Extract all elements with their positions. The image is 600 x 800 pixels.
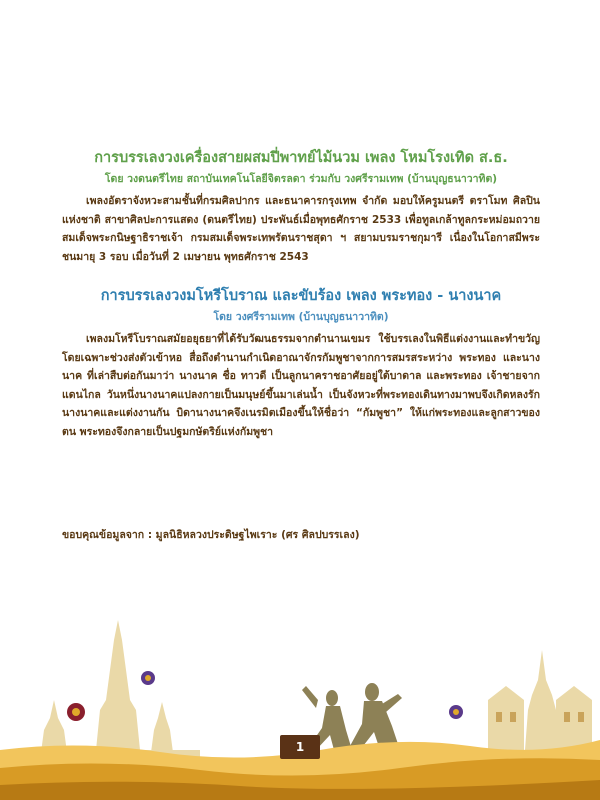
section-1: [62, 148, 540, 266]
section-2-body: เพลงมโหรีโบราณสมัยอยุธยาที่ได้รับวัฒนธรรมจากตำนานเขมร ใช้บรรเลงในพิธีแต่งงานและทำขวัญ โดยเฉพาะช่วงส่งตัวเข้าหอ สื่อถึงตำนานกำเนิดอาณาจักรกัมพูชาจากการสมรสระหว่าง พระทอง และนางนาค ที่เล่าสืบต่อกันมาว่า นางนาค ชื่อ ทาวดี เป็นลูกนาคราชอาศัยอยู่ใต้บาดาล และพระทอง เจ้าชายจากแดนไกล วันหนึ่งนางนาคแปลงกายเป็นมนุษย์ขึ้นมาเล่นน้ำ เป็นจังหวะที่พระทองเดินทางมาพบจึงเกิดหลงรักนางนาคและแต่งงานกัน บิดานางนาคจึงเนรมิตเมืองขึ้นให้ชื่อว่า “กัมพูชา” ให้แก่พระทองและลูกสาวของตน พระทองจึงกลายเป็นปฐมกษัตริย์แห่งกัมพูชา: [62, 333, 540, 438]
credits-text: ขอบคุณข้อมูลจาก : มูลนิธิหลวงประดิษฐไพเราะ (ศร ศิลปบรรเลง): [62, 529, 360, 541]
page-number: 1: [280, 735, 320, 759]
section-1-byline: โดย วงดนตรีไทย สถาบันเทคโนโลยีจิตรลดา ร่วมกับ วงศรีรามเทพ (บ้านบุญธนาวาทิต): [104, 173, 498, 185]
palace-silhouette-right: [488, 650, 592, 755]
thai-temple-footer-illustration: [0, 600, 600, 800]
section-2-title: การบรรเลงวงมโหรีโบราณ และขับร้อง เพลง พระทอง - นางนาค: [100, 288, 502, 304]
flower-icon: [141, 671, 155, 685]
flower-icon: [67, 703, 85, 721]
section-2: [62, 286, 540, 441]
section-1-title: การบรรเลงวงเครื่องสายผสมปี่พาทย์ไม้นวม เพลง โหมโรงเทิด ส.ธ.: [94, 150, 508, 166]
temple-silhouette-left: [20, 620, 200, 765]
article: [62, 148, 540, 441]
section-1-body: เพลงอัตราจังหวะสามชั้นที่กรมศิลปากร และธนาคารกรุงเทพ จำกัด มอบให้ครูมนตรี ตราโมท ศิลปินแห่งชาติ สาขาศิลปะการแสดง (ดนตรีไทย) ประพันธ์เมื่อพุทธศักราช 2533 เพื่อทูลเกล้าทูลกระหม่อมถวาย สมเด็จพระกนิษฐาธิราชเจ้า กรมสมเด็จพระเทพรัตนราชสุดา ฯ สยามบรมราชกุมารี เนื่องในโอกาสมีพระชนมายุ 3 รอบ เมื่อวันที่ 2 เมษายน พุทธศักราช 2543: [62, 195, 540, 263]
flower-icon: [449, 705, 463, 719]
section-2-byline: โดย วงศรีรามเทพ (บ้านบุญธนาวาทิต): [213, 311, 389, 323]
